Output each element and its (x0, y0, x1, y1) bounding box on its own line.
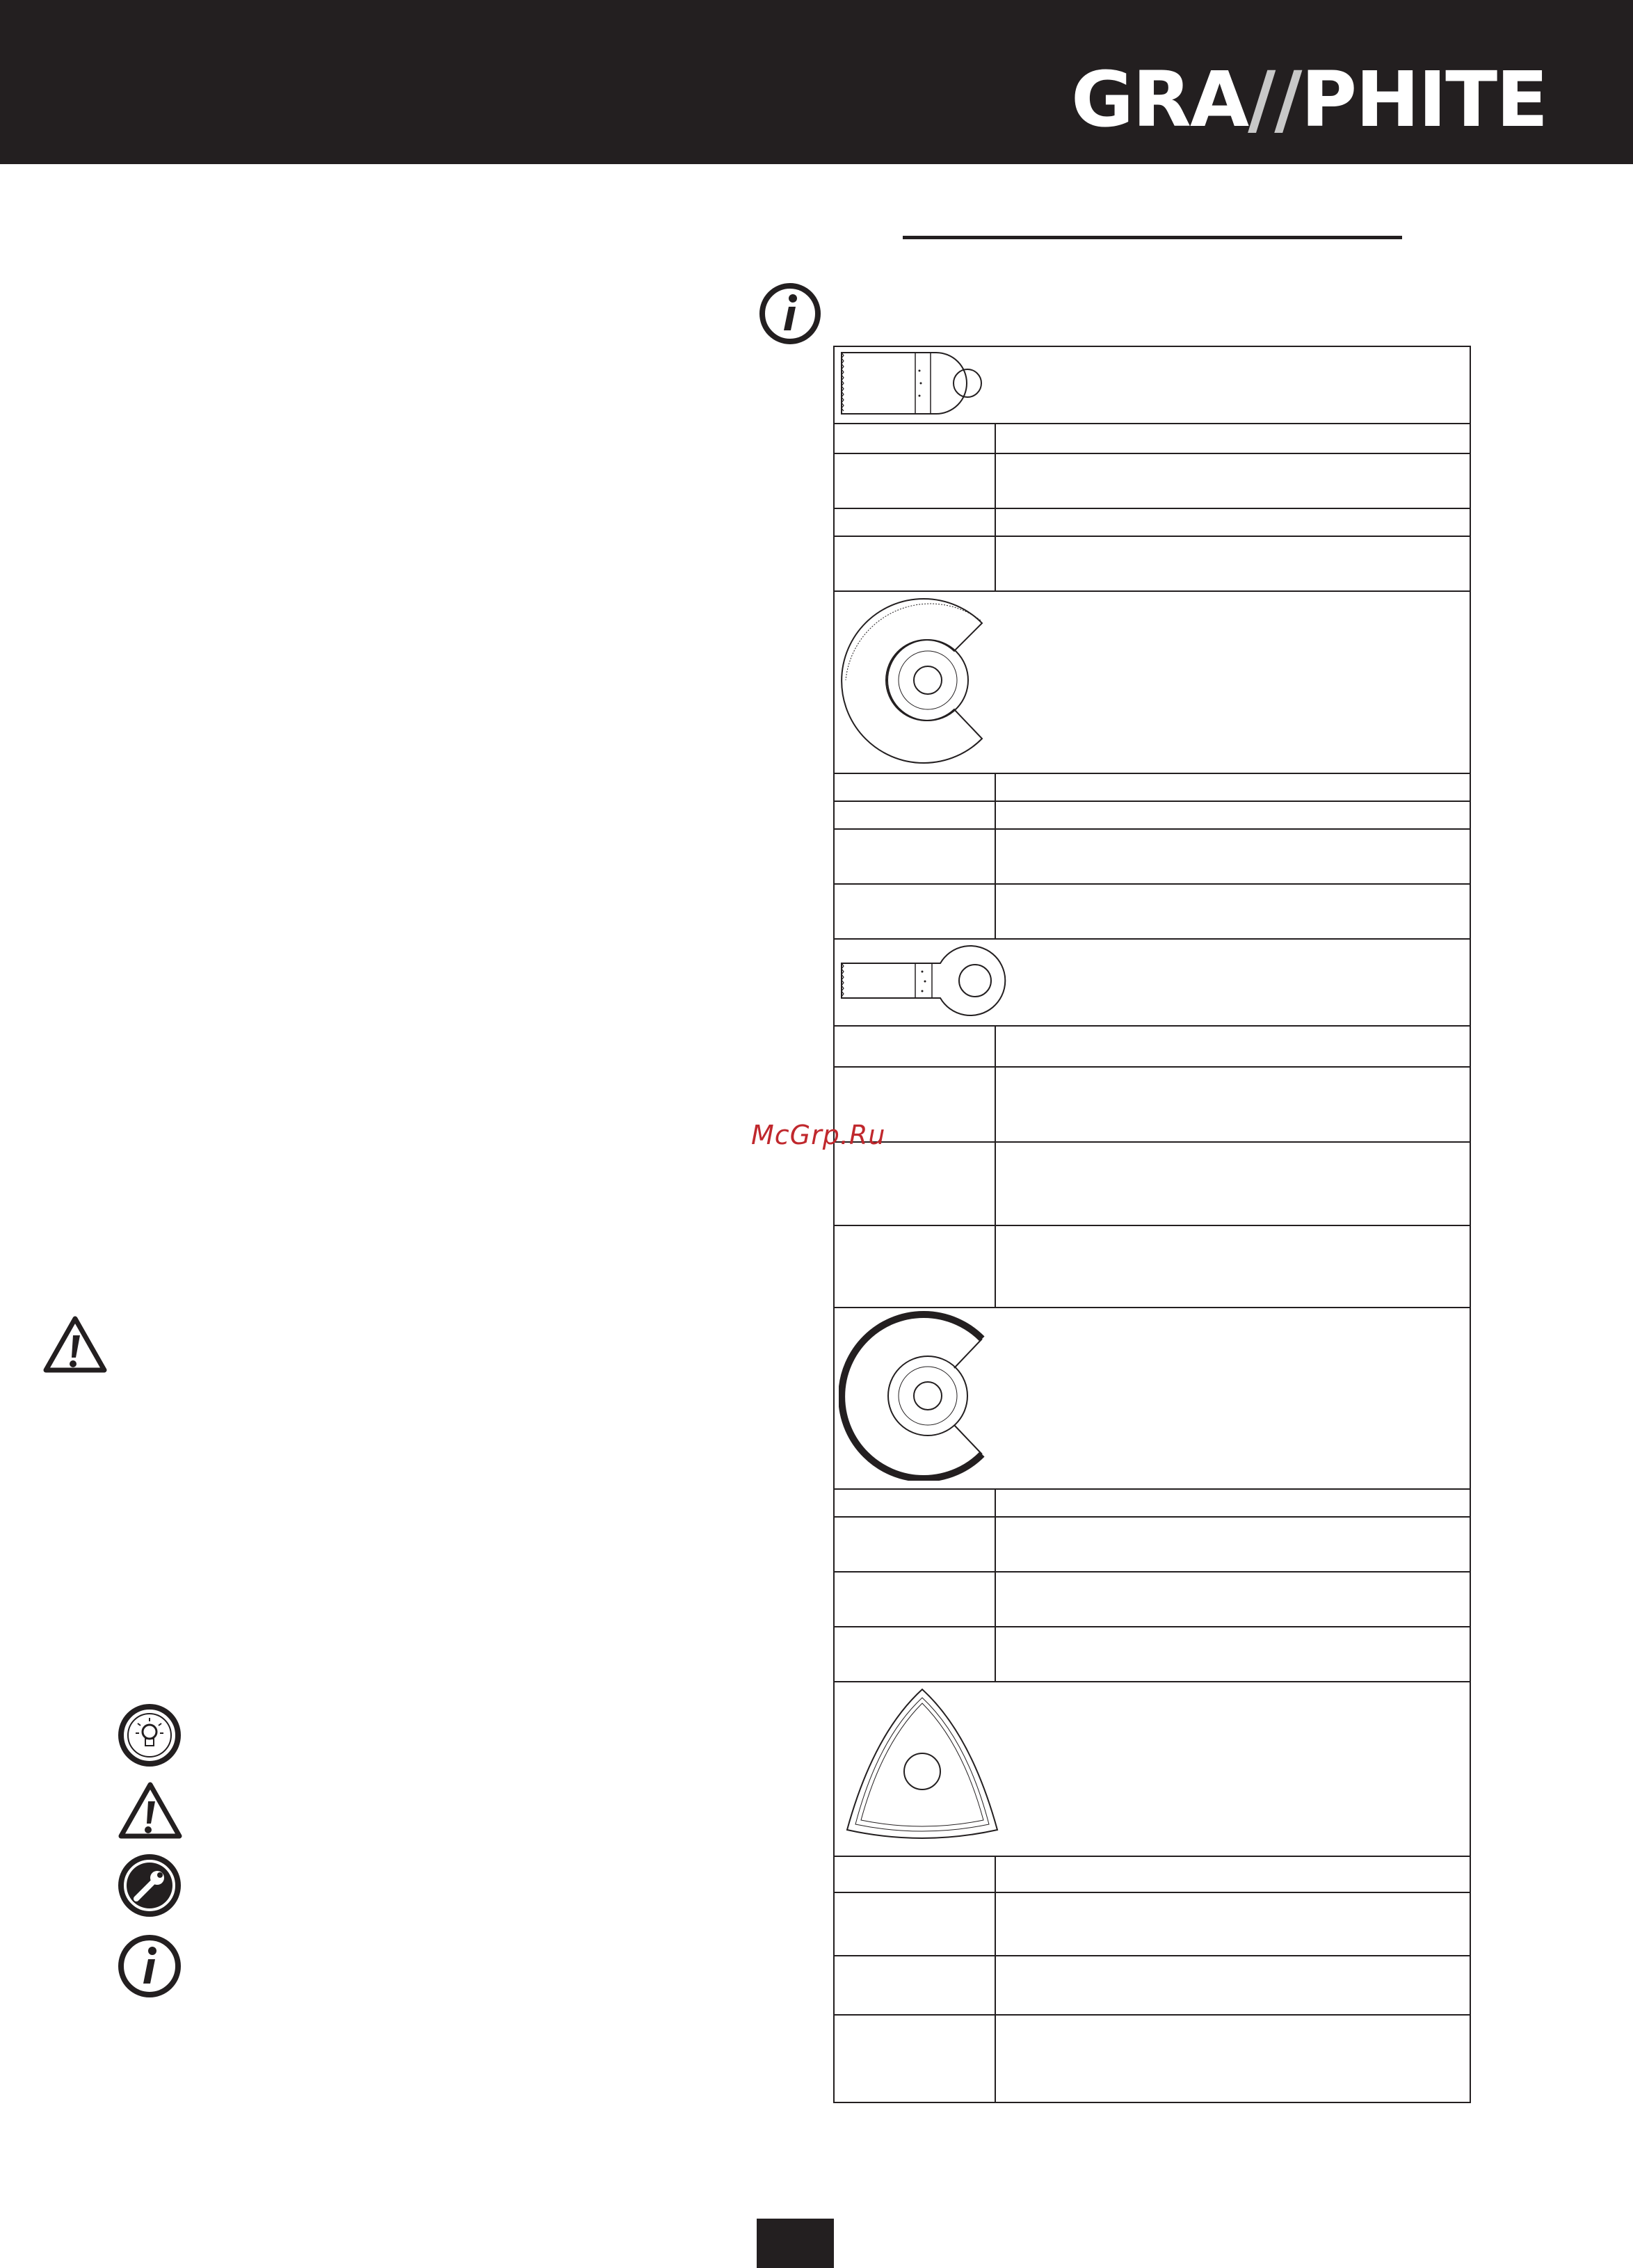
spec-label (834, 1517, 995, 1572)
spec-value (995, 1026, 1470, 1067)
spec-value (995, 453, 1470, 508)
spec-row (834, 829, 1470, 884)
spec-value (995, 424, 1470, 453)
spec-row (834, 536, 1470, 591)
warning-icon (42, 1314, 108, 1374)
spec-value (995, 1142, 1470, 1225)
page-number-tab (757, 2219, 834, 2268)
spec-label (834, 536, 995, 591)
straight-plunge-blade-icon (839, 350, 1000, 415)
spec-row (834, 1627, 1470, 1682)
spec-value (995, 1856, 1470, 1892)
spec-value (995, 508, 1470, 536)
spec-label (834, 1225, 995, 1308)
spec-row (834, 1956, 1470, 2015)
spec-row (834, 773, 1470, 801)
spec-value (995, 1489, 1470, 1517)
tool-cell (834, 346, 1470, 424)
spec-row (834, 1572, 1470, 1627)
tool-cell (834, 1308, 1470, 1489)
spec-label (834, 1489, 995, 1517)
delta-sanding-pad-icon (839, 1685, 1006, 1848)
brand-logo-prefix: GRA (1071, 55, 1248, 144)
spec-row (834, 508, 1470, 536)
lightbulb-icon (117, 1703, 182, 1768)
spec-row (834, 1026, 1470, 1067)
spec-label (834, 884, 995, 939)
spec-value (995, 801, 1470, 829)
spec-value (995, 1956, 1470, 2015)
brand-logo-suffix: PHITE (1301, 55, 1547, 144)
accessory-spec-table (833, 346, 1471, 2103)
spec-row (834, 1225, 1470, 1308)
spec-row (834, 1489, 1470, 1517)
spec-row (834, 424, 1470, 453)
spec-value (995, 1067, 1470, 1142)
info-icon (117, 1933, 182, 1999)
spec-label (834, 453, 995, 508)
spec-value (995, 1517, 1470, 1572)
spec-row (834, 1517, 1470, 1572)
spec-row (834, 1856, 1470, 1892)
spec-row (834, 1067, 1470, 1142)
tool-row (834, 939, 1470, 1026)
spec-row (834, 1142, 1470, 1225)
spec-value (995, 829, 1470, 884)
spec-row (834, 1892, 1470, 1956)
spec-value (995, 1627, 1470, 1682)
spec-row (834, 2015, 1470, 2102)
spec-row (834, 884, 1470, 939)
tool-row (834, 1682, 1470, 1856)
watermark: McGrp.Ru (751, 1120, 886, 1150)
spec-label (834, 508, 995, 536)
tool-row (834, 346, 1470, 424)
spec-label (834, 1627, 995, 1682)
warning-icon (117, 1780, 184, 1840)
segment-grout-blade-icon (839, 1311, 1000, 1481)
narrow-plunge-blade-icon (839, 942, 1013, 1018)
info-icon (758, 282, 822, 346)
spec-label (834, 829, 995, 884)
section-heading-rule (903, 236, 1402, 239)
spec-label (834, 1026, 995, 1067)
spec-label (834, 424, 995, 453)
tool-row (834, 1308, 1470, 1489)
spec-label (834, 1142, 995, 1225)
spec-row (834, 453, 1470, 508)
spec-label (834, 1892, 995, 1956)
tool-cell (834, 939, 1470, 1026)
spec-label (834, 773, 995, 801)
spec-label (834, 2015, 995, 2102)
tool-row (834, 591, 1470, 773)
tool-cell (834, 591, 1470, 773)
segment-saw-blade-icon (839, 595, 1000, 765)
spec-label (834, 1572, 995, 1627)
spec-value (995, 773, 1470, 801)
spec-value (995, 1572, 1470, 1627)
wrench-icon (117, 1853, 182, 1918)
brand-logo-slash: // (1248, 55, 1301, 144)
tool-cell (834, 1682, 1470, 1856)
spec-row (834, 801, 1470, 829)
brand-logo (1071, 55, 1547, 144)
spec-label (834, 1956, 995, 2015)
spec-value (995, 536, 1470, 591)
spec-value (995, 2015, 1470, 2102)
spec-value (995, 1225, 1470, 1308)
spec-value (995, 884, 1470, 939)
spec-label (834, 1856, 995, 1892)
spec-value (995, 1892, 1470, 1956)
spec-label (834, 801, 995, 829)
